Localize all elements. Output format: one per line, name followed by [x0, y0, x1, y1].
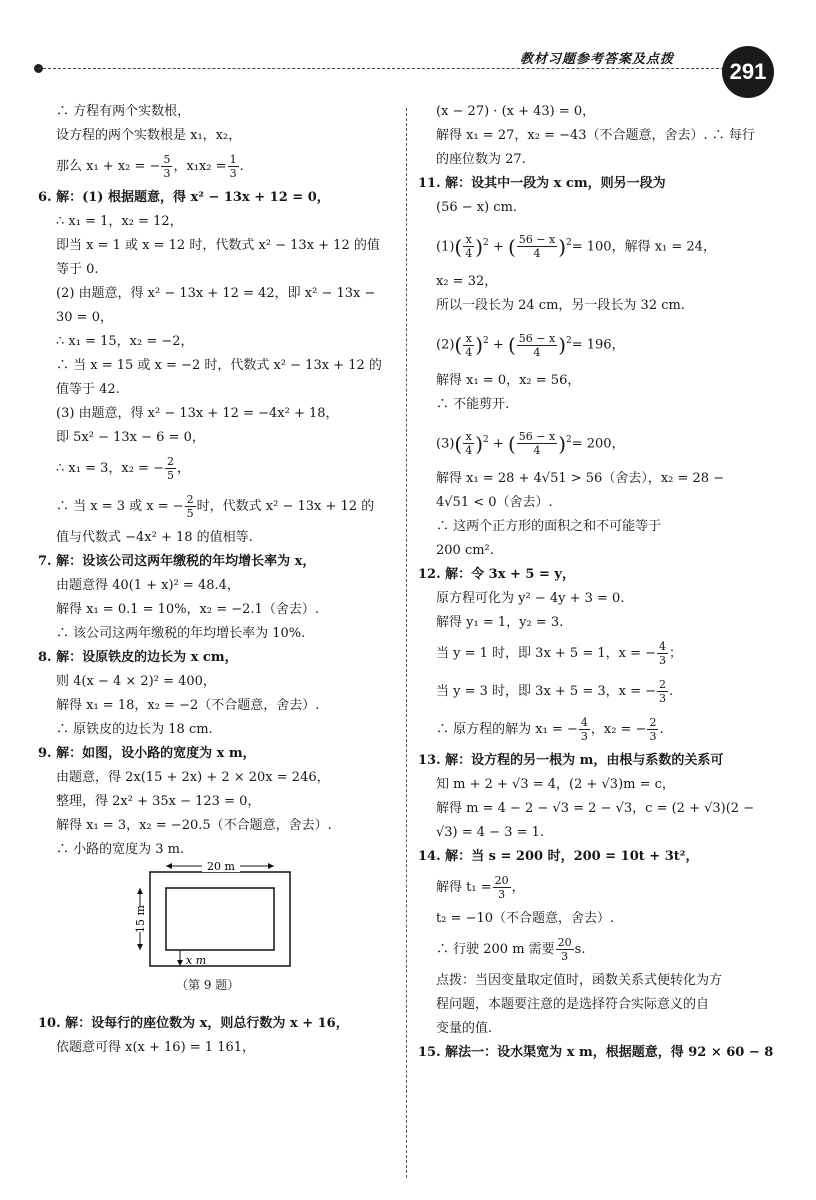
formula-line: ∴ x₁ = 3，x₂ = − $\frac{2}{5}$ ， [56, 455, 190, 482]
text-line: 所以一段长为 24 cm，另一段长为 32 cm. [436, 298, 685, 314]
problem-11-heading: 11. 解：设其中一段为 x cm，则另一段为 [418, 176, 666, 191]
text-line: 解得 m = 4 − 2 − √3 = 2 − √3，c = (2 + √3)(2 − [436, 800, 755, 816]
text-line: ∴ 不能剪开. [436, 396, 510, 412]
text-line: ∴ 这两个正方形的面积之和不可能等于 [436, 518, 662, 534]
text-line: 值等于 42. [56, 382, 120, 397]
text-line: 即当 x = 1 或 x = 12 时，代数式 x² − 13x + 12 的值 [56, 238, 380, 253]
formula-line: 那么 x₁ + x₂ = − $\frac{5}{3}$ ，x₁x₂ = $\frac{1}{3}$ . [56, 153, 244, 180]
formula-line: (2)( $\frac{x}{4}$ )$^2$ + ( $\frac{56 - x}{4}$ )$^2$= 196， [436, 331, 625, 359]
problem-10-heading: 10. 解：设每行的座位数为 x，则总行数为 x + 16， [38, 1016, 349, 1031]
text-line: ∴ 当 x = 15 或 x = −2 时，代数式 x² − 13x + 12 的 [56, 358, 382, 373]
header-rule [38, 68, 724, 69]
inner-rectangle [166, 888, 274, 950]
text-line: ∴ x₁ = 1，x₂ = 12， [56, 214, 183, 229]
text-line: 解得 x₁ = 0，x₂ = 56， [436, 372, 581, 388]
formula-line: (1)( $\frac{x}{4}$ )$^2$ + ( $\frac{56 - x}{4}$ )$^2$= 100，解得 x₁ = 24， [436, 233, 716, 261]
problem-15-heading: 15. 解法一：设水渠宽为 x m，根据题意，得 92 × 60 − 8 [418, 1044, 774, 1060]
text-line: 值与代数式 −4x² + 18 的值相等. [56, 530, 253, 545]
formula-line: ∴ 原方程的解为 x₁ = − $\frac{4}{3}$ ，x₂ = − $\frac{2}{3}$ . [436, 715, 664, 743]
text-line: 设方程的两个实数根是 x₁，x₂， [56, 128, 242, 143]
formula-line: 当 y = 1 时，即 3x + 5 = 1，x = − $\frac{4}{3}$ ； [436, 639, 683, 667]
text-line: (2) 由题意，得 x² − 13x + 12 = 42，即 x² − 13x − [56, 286, 376, 301]
text-line: 解得 x₁ = 28 + 4√51 > 56（舍去），x₂ = 28 − [436, 470, 725, 486]
header-title: 教材习题参考答案及点拨 [520, 52, 675, 67]
problem-14-heading: 14. 解：当 s = 200 时，200 = 10t + 3t²， [418, 848, 699, 864]
text-line: 等于 0. [56, 262, 99, 277]
text-line: ∴ 原铁皮的边长为 18 cm. [56, 722, 213, 737]
tip-line: 点拨：当因变量取定值时，函数关系式便转化为方 [436, 972, 723, 988]
formula-line: (3)( $\frac{x}{4}$ )$^2$ + ( $\frac{56 - x}{4}$ )$^2$= 200， [436, 429, 625, 457]
text-line: (x − 27) · (x + 43) = 0， [436, 104, 596, 119]
text-line: 由题意，得 2x(15 + 2x) + 2 × 20x = 246， [56, 770, 330, 785]
text-line: x₂ = 32， [436, 274, 498, 290]
page-number: 291 [722, 46, 774, 98]
figure-caption: （第 9 题） [176, 978, 240, 992]
text-line: ∴ 方程有两个实数根， [56, 104, 191, 119]
text-line: √3) = 4 − 3 = 1. [436, 824, 545, 840]
arrow-up [137, 888, 143, 894]
text-line: (56 − x) cm. [436, 200, 518, 215]
text-line: 整理，得 2x² + 35x − 123 = 0， [56, 794, 261, 809]
tip-line: 变量的值. [436, 1020, 493, 1036]
right-column [418, 100, 788, 1065]
problem-8-heading: 8. 解：设原铁皮的边长为 x cm， [38, 650, 238, 665]
formula-line: ∴ 当 x = 3 或 x = − $\frac{2}{5}$ 时，代数式 x² − 13x + 12 的 [56, 493, 375, 520]
text-line: ∴ 小路的宽度为 3 m. [56, 842, 185, 857]
text-line: 解得 x₁ = 3，x₂ = −20.5（不合题意，舍去）. [56, 818, 332, 833]
problem-7-heading: 7. 解：设该公司这两年缴税的年均增长率为 x， [38, 554, 316, 569]
text-line: 的座位数为 27. [436, 152, 526, 167]
text-line: ∴ x₁ = 15，x₂ = −2， [56, 334, 194, 349]
text-line: 解得 x₁ = 27，x₂ = −43（不合题意，舍去）. ∴ 每行 [436, 128, 755, 143]
width-label: 20 m [207, 862, 235, 873]
tip-line: 程问题，本题要注意的是选择符合实际意义的自 [436, 996, 710, 1012]
text-line: t₂ = −10（不合题意，舍去）. [436, 910, 615, 926]
arrow-down [137, 944, 143, 950]
problem-9-heading: 9. 解：如图，设小路的宽度为 x m， [38, 746, 256, 761]
text-line: 知 m + 2 + √3 = 4，(2 + √3)m = c， [436, 776, 675, 792]
problem-13-heading: 13. 解：设方程的另一根为 m，由根与系数的关系可 [418, 752, 724, 768]
height-label: 15 m [134, 905, 147, 933]
problem-9-figure [38, 862, 400, 1012]
problem-6-heading: 6. 解：(1) 根据题意，得 x² − 13x + 12 = 0， [38, 190, 330, 205]
formula-line: 解得 t₁ = $\frac{20}{3}$ ， [436, 873, 525, 901]
text-line: 解得 x₁ = 0.1 = 10%，x₂ = −2.1（舍去）. [56, 602, 319, 617]
path-diagram [38, 862, 400, 976]
text-line: 原方程可化为 y² − 4y + 3 = 0. [436, 590, 625, 606]
text-line: ∴ 该公司这两年缴税的年均增长率为 10%. [56, 626, 306, 641]
formula-line: ∴ 行驶 200 m 需要 $\frac{20}{3}$ s. [436, 935, 586, 963]
text-line: (3) 由题意，得 x² − 13x + 12 = −4x² + 18， [56, 406, 339, 421]
arrow-path-width [177, 960, 183, 966]
arrow-right [268, 863, 274, 869]
left-column [38, 100, 400, 1060]
formula-line: 当 y = 3 时，即 3x + 5 = 3，x = − $\frac{2}{3}$ . [436, 677, 674, 705]
problem-12-heading: 12. 解：令 3x + 5 = y， [418, 566, 575, 582]
text-line: 依题意可得 x(x + 16) = 1 161， [56, 1040, 256, 1055]
text-line: 4√51 < 0（舍去）. [436, 494, 553, 510]
outer-rectangle [150, 872, 290, 966]
text-line: 则 4(x − 4 × 2)² = 400， [56, 674, 216, 689]
text-line: 30 = 0， [56, 310, 113, 325]
text-line: 200 cm². [436, 542, 494, 558]
text-line: 解得 x₁ = 18，x₂ = −2（不合题意，舍去）. [56, 698, 320, 713]
text-line: 即 5x² − 13x − 6 = 0， [56, 430, 205, 445]
text-line: 解得 y₁ = 1，y₂ = 3. [436, 614, 564, 630]
text-line: 由题意得 40(1 + x)² = 48.4， [56, 578, 240, 593]
arrow-left [166, 863, 172, 869]
path-width-label: x m [186, 954, 207, 967]
column-divider [406, 108, 407, 1178]
